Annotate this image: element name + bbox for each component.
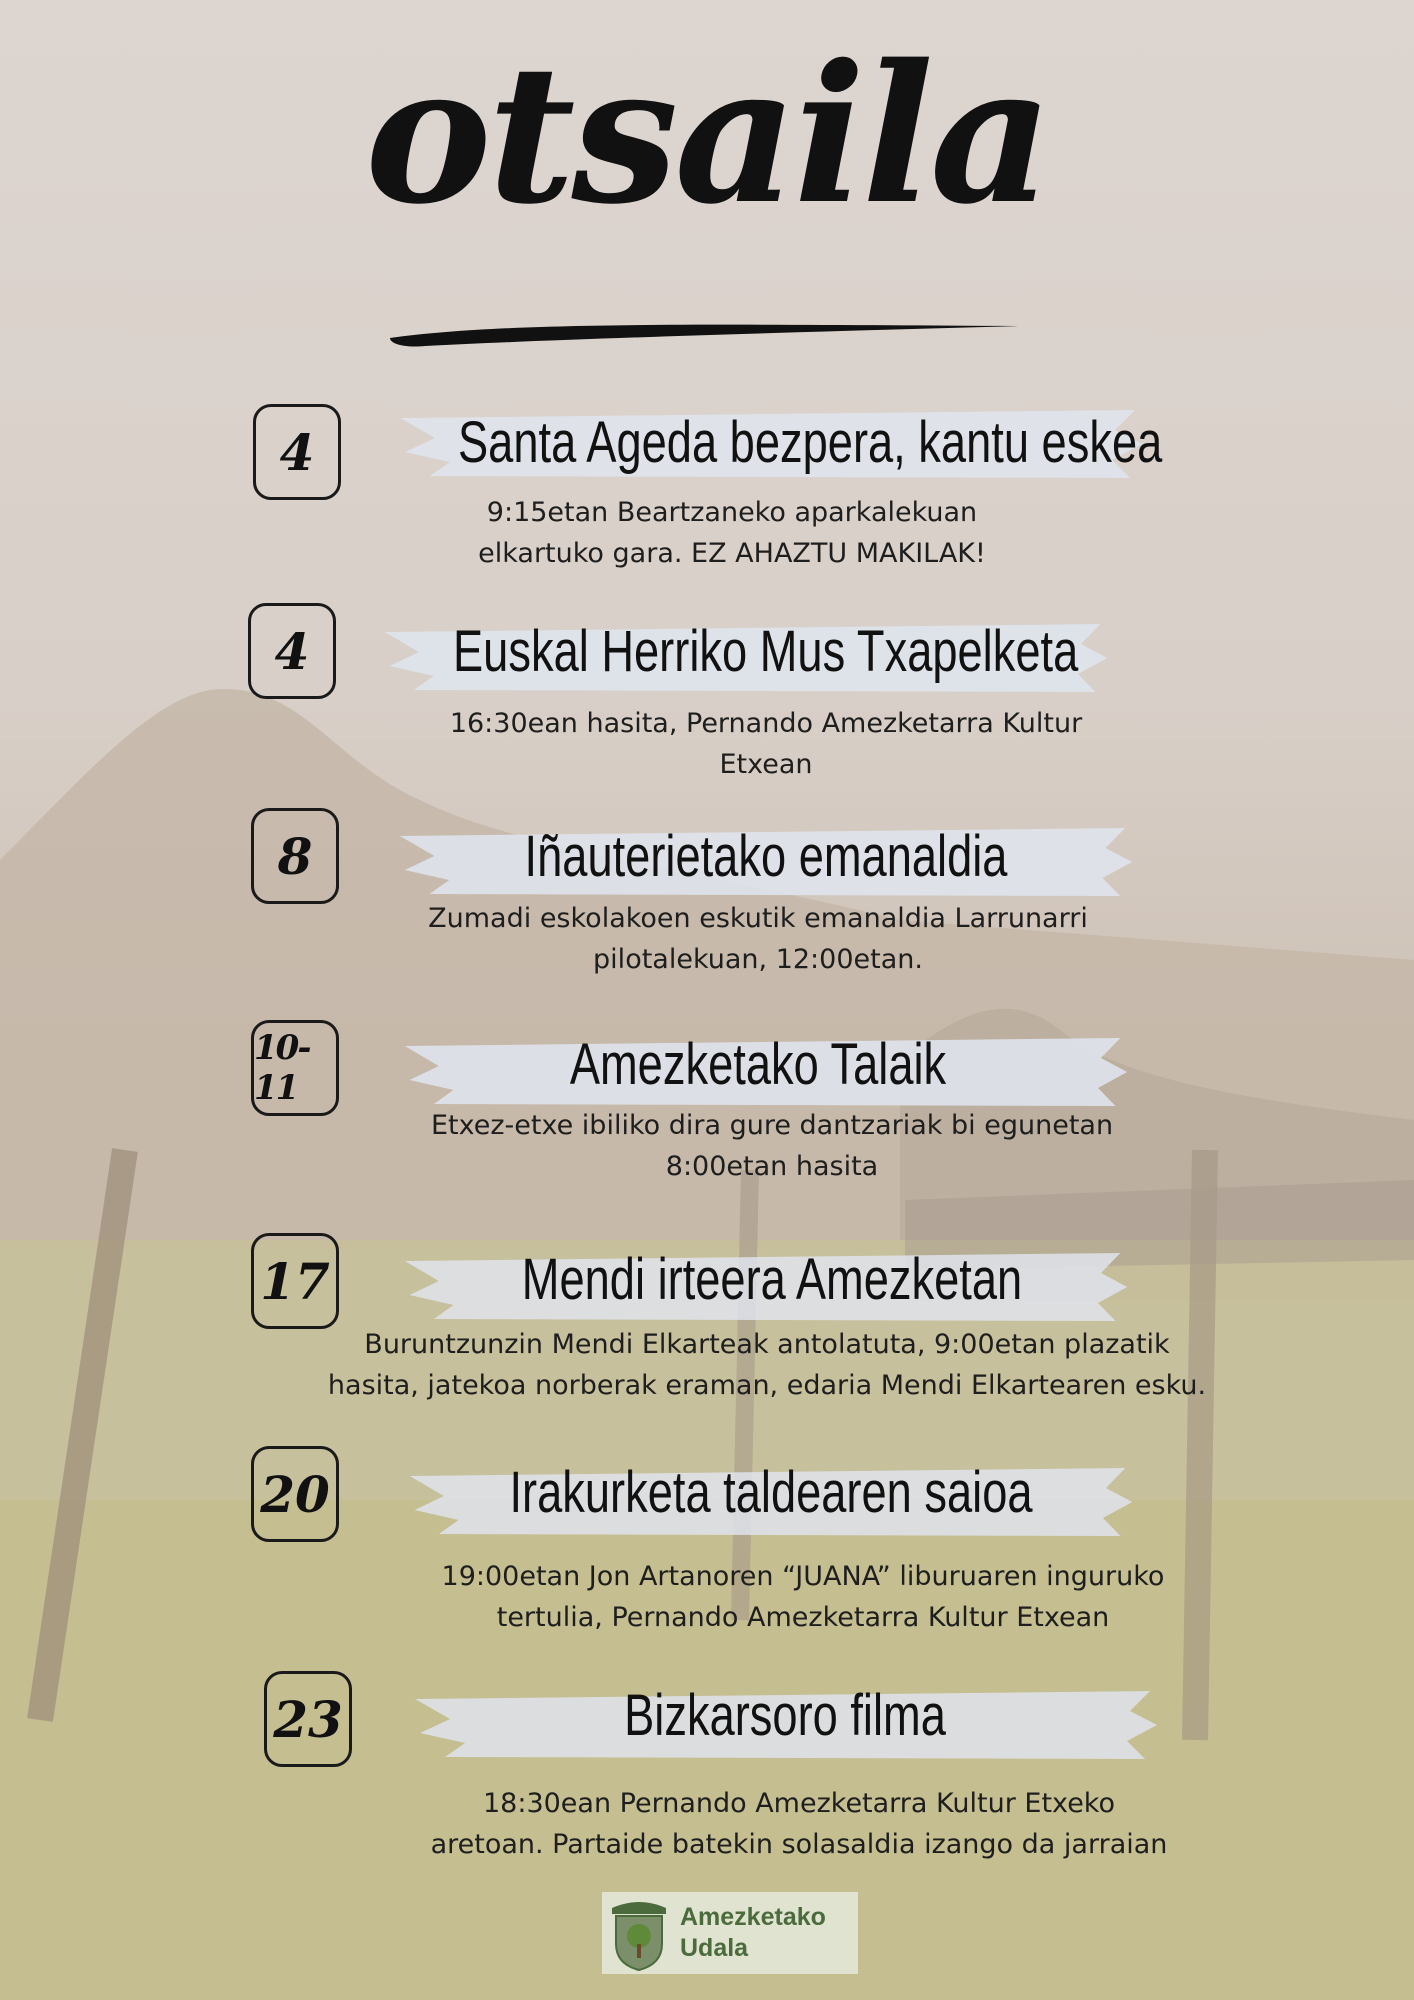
description-line: 16:30ean hasita, Pernando Amezketarra Kultur: [449, 708, 1083, 739]
logo-line: Udala: [680, 1934, 749, 1962]
description-line: 9:15etan Beartzaneko aparkalekuan: [486, 497, 978, 528]
logo-text: [680, 1902, 826, 1964]
event-description: [341, 703, 1191, 785]
description-line: 8:00etan hasita: [665, 1151, 879, 1182]
description-line: Buruntzunzin Mendi Elkarteak antolatuta, 9:00etan plazatik: [364, 1329, 1170, 1360]
description-line: Etxez-etxe ibiliko dira gure dantzariak bi egunetan: [430, 1110, 1114, 1141]
municipality-logo: [602, 1892, 858, 1974]
event-description: [347, 1105, 1197, 1187]
description-line: tertulia, Pernando Amezketarra Kultur Etxean: [496, 1602, 1110, 1633]
event-item: [0, 1446, 1414, 1633]
event-item: [0, 1020, 1414, 1200]
event-description: [333, 898, 1183, 980]
event-title: Iñauterietako emanaldia: [524, 824, 1008, 889]
event-day-badge: 4: [253, 404, 341, 500]
event-day-badge: 20: [251, 1446, 339, 1542]
event-description: [374, 1783, 1224, 1865]
logo-line: Amezketako: [680, 1903, 826, 1931]
event-day-badge: 4: [248, 603, 336, 699]
description-line: hasita, jatekoa norberak eraman, edaria Mendi Elkartearen esku.: [327, 1370, 1207, 1401]
event-title: Mendi irteera Amezketan: [521, 1247, 1023, 1312]
title-underline: [385, 310, 1025, 350]
coat-of-arms-icon: [604, 1894, 674, 1972]
description-line: aretoan. Partaide batekin solasaldia izango da jarraian: [430, 1829, 1168, 1860]
event-title: Santa Ageda bezpera, kantu eskea: [458, 410, 1163, 475]
description-line: elkartuko gara. EZ AHAZTU MAKILAK!: [478, 538, 986, 569]
event-description: [378, 1556, 1228, 1638]
description-line: 19:00etan Jon Artanoren “JUANA” liburuaren inguruko: [441, 1561, 1165, 1592]
event-day-badge: 17: [251, 1233, 339, 1329]
event-item: [0, 1671, 1414, 1860]
event-description: [307, 492, 1157, 574]
event-title: Euskal Herriko Mus Txapelketa: [453, 619, 1079, 684]
event-title: Irakurketa taldearen saioa: [509, 1460, 1033, 1525]
event-item: [0, 1233, 1414, 1413]
description-line: pilotalekuan, 12:00etan.: [593, 944, 923, 975]
event-item: [0, 404, 1414, 584]
event-item: [0, 603, 1414, 783]
event-day-badge: 8: [251, 808, 339, 904]
description-line: Zumadi eskolakoen eskutik emanaldia Larrunarri: [428, 903, 1088, 934]
description-line: Etxean: [719, 749, 813, 780]
page-title: otsaila: [364, 23, 1050, 246]
event-title: Amezketako Talaik: [569, 1032, 947, 1097]
event-day-badge: 23: [264, 1671, 352, 1767]
event-item: [0, 808, 1414, 988]
description-line: 18:30ean Pernando Amezketarra Kultur Etxeko: [482, 1788, 1115, 1819]
event-day-badge: 10-11: [251, 1020, 339, 1116]
event-title: Bizkarsoro filma: [624, 1683, 946, 1748]
event-description: [327, 1324, 1277, 1406]
